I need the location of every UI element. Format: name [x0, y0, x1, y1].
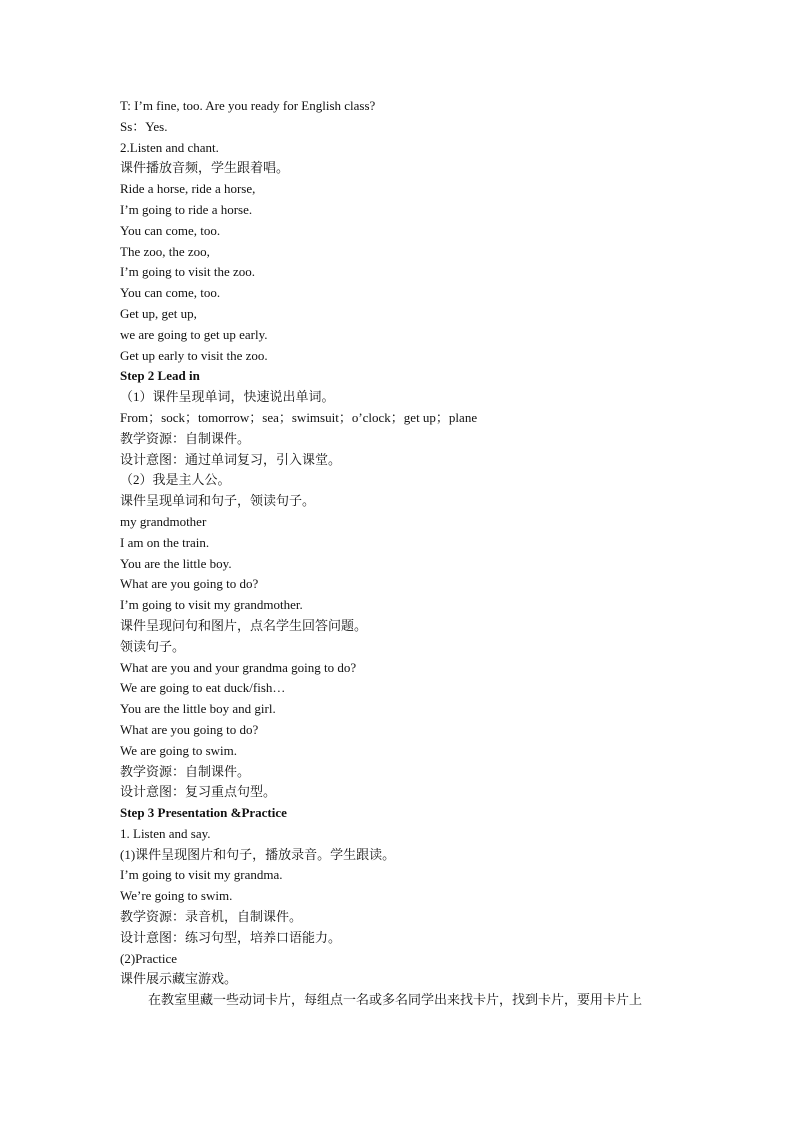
text-line: 教学资源：录音机，自制课件。: [120, 909, 303, 925]
text-line: We’re going to swim.: [120, 888, 233, 904]
text-line: You are the little boy.: [120, 555, 232, 571]
text-line: Get up, get up,: [120, 305, 197, 321]
text-line: What are you and your grandma going to do?: [120, 659, 357, 675]
text-line: my grandmother: [120, 513, 207, 529]
text-line: 教学资源：自制课件。: [120, 763, 251, 779]
text-line: 2.Listen and chant.: [120, 139, 219, 155]
text-line: 1. Listen and say.: [120, 825, 211, 841]
text-line: From；sock；tomorrow；sea；swimsuit；o’clock；get up；plane: [120, 409, 478, 425]
text-line: 课件呈现单词和句子，领读句子。: [120, 493, 316, 509]
text-line: 课件播放音频，学生跟着唱。: [120, 160, 290, 176]
text-line: 课件呈现问句和图片，点名学生回答问题。: [120, 617, 368, 633]
text-line: I’m going to ride a horse.: [120, 201, 253, 217]
document-body: [120, 96, 700, 1011]
text-line: What are you going to do?: [120, 576, 259, 592]
text-line: Ride a horse, ride a horse,: [120, 181, 256, 197]
text-line: (2)Practice: [120, 950, 178, 966]
text-line: Ss：Yes.: [120, 118, 168, 134]
text-line: We are going to swim.: [120, 742, 238, 758]
text-line: You can come, too.: [120, 285, 221, 301]
text-line: The zoo, the zoo,: [120, 243, 210, 259]
text-line: 在教室里藏一些动词卡片，每组点一名或多名同学出来找卡片，找到卡片，要用卡片上: [148, 992, 643, 1008]
text-line: 课件展示藏宝游戏。: [120, 971, 238, 987]
text-line: You can come, too.: [120, 222, 221, 238]
text-line: I’m going to visit my grandma.: [120, 867, 283, 883]
text-line: 教学资源：自制课件。: [120, 430, 251, 446]
text-line: We are going to eat duck/fish…: [120, 680, 286, 696]
text-line: What are you going to do?: [120, 721, 259, 737]
text-line: (1)课件呈现图片和句子，播放录音。学生跟读。: [120, 846, 396, 862]
text-line: I’m going to visit my grandmother.: [120, 597, 303, 613]
text-line: Get up early to visit the zoo.: [120, 347, 268, 363]
text-line: 领读句子。: [120, 638, 186, 654]
section-heading: Step 3 Presentation &Practice: [120, 805, 287, 821]
text-line: 设计意图：通过单词复习，引入课堂。: [120, 451, 342, 467]
section-heading: Step 2 Lead in: [120, 368, 200, 384]
text-line: 设计意图：复习重点句型。: [120, 784, 277, 800]
text-line: 设计意图：练习句型，培养口语能力。: [120, 929, 342, 945]
text-line: You are the little boy and girl.: [120, 701, 276, 717]
text-line: I am on the train.: [120, 534, 210, 550]
text-line: we are going to get up early.: [120, 326, 268, 342]
text-line: T: I’m fine, too. Are you ready for English class?: [120, 98, 376, 113]
text-line: （1）课件呈现单词，快速说出单词。: [120, 389, 335, 405]
text-line: （2）我是主人公。: [120, 472, 231, 488]
text-line: I’m going to visit the zoo.: [120, 264, 256, 280]
